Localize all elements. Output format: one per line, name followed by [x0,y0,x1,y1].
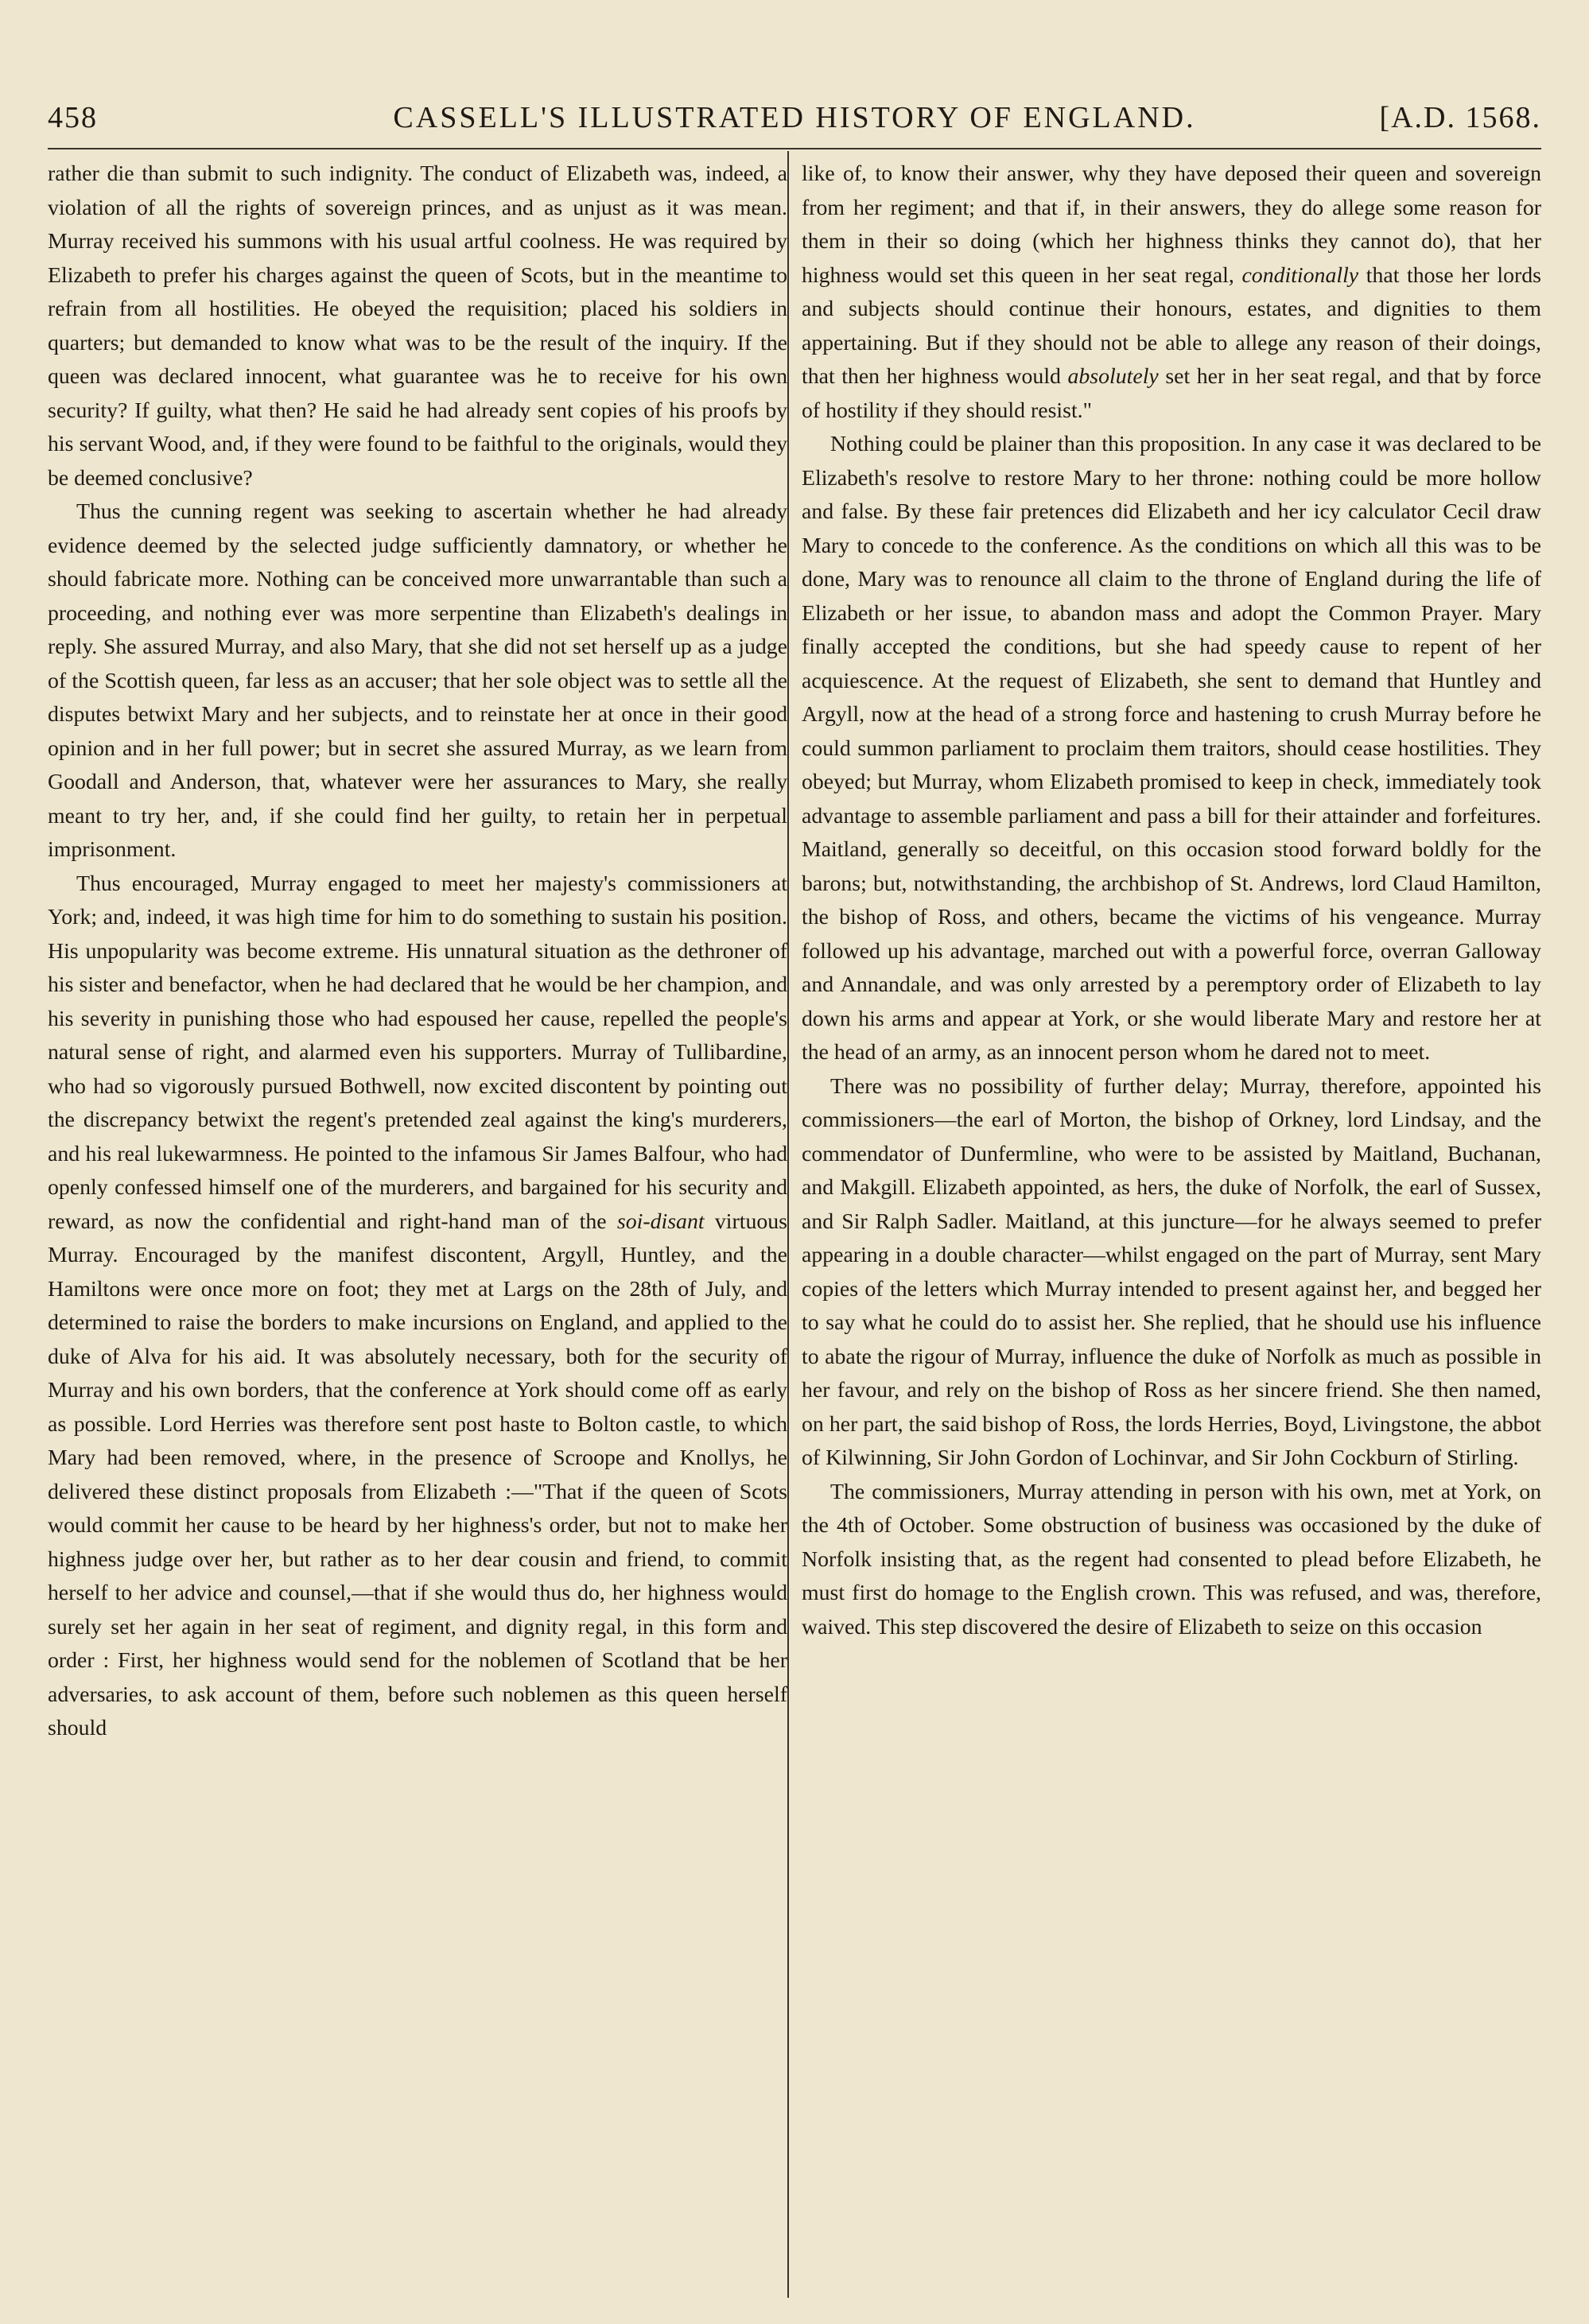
header-rule [48,148,1541,149]
paragraph: rather die than submit to such indignity. The conduct of Elizabeth was, indeed, a violation of all the rights of sovereign princes, and as unjust as it was mean. Murray received his summons with his usual artful coolness. He was required by Elizabeth to prefer his charges against the queen of Scots, but in the meantime to refrain from all hostilities. He obeyed the requisition; placed his soldiers in quarters; but demanded to know what was to be the result of the inquiry. If the queen was declared innocent, what guarantee was he to receive for his own security? If guilty, what then? He said he had already sent copies of his proofs by his servant Wood, and, if they were found to be faithful to the originals, would they be deemed conclusive? [48,161,787,491]
italic-term: soi-disant [616,1209,705,1234]
italic-term: conditionally [1241,262,1359,288]
paragraph: Nothing could be plainer than this proposition. In any case it was declared to be Elizabeth's resolve to restore Mary to her throne: nothing could be more hollow and false. By these fair pretences did Elizabeth and her icy calculator Cecil draw Mary to concede to the conference. As the conditions on which all this was to be done, Mary was to renounce all claim to the throne of England during the life of Elizabeth or her issue, to abandon mass and adopt the Common Prayer. Mary finally accepted the conditions, but she had speedy cause to repent of her acquiescence. At the request of Elizabeth, she sent to demand that Huntley and Argyll, now at the head of a strong force and hastening to crush Murray before he could summon parliament to proclaim them traitors, should cease hostilities. They obeyed; but Murray, whom Elizabeth promised to keep in check, immediately took advantage to assemble parliament and pass a bill for their attainder and forfeitures. Maitland, generally so deceitful, on this occasion stood forward boldly for the barons; but, notwithstanding, the archbishop of St. Andrews, lord Claud Hamilton, the bishop of Ross, and others, became the victims of his vengeance. Murray followed up his advantage, marched out with a powerful force, overran Galloway and Annandale, and was only arrested by a peremptory order of Elizabeth to lay down his arms and appear at York, or she would liberate Mary and restore her at the head of an army, as an innocent person whom he dared not to meet. [802,432,1541,1065]
paragraph [802,157,1541,428]
text-run: that those her lords and subjects should continue their honours, estates, and dignities to them appertaining. But if they should not be able to allege any reason of their doings, that then her highness would [802,262,1541,389]
page-header [48,94,1541,142]
text-run: virtuous Murray. Encouraged by the manifest discontent, Argyll, Huntley, and the Hamiltons were once more on foot; they met at Largs on the 28th of July, and determined to raise the borders to make incursions on England, and applied to the duke of Alva for his aid. It was absolutely necessary, both for the security of Murray and his own borders, that the conference at York should come off as early as possible. Lord Herries was therefore sent post haste to Bolton castle, to which Mary had been removed, where, in the presence of Scroope and Knollys, he delivered these distinct proposals from Elizabeth :—"That if the queen of Scots would commit her cause to be heard by her highness's order, but not to make her highness judge over her, but rather as to her dear cousin and friend, to commit herself to her advice and counsel,—that if she would thus do, her highness would surely set her again in her seat of regiment, and dignity regal, in this form and order : First, her highness would send for the noblemen of Scotland that be her adversaries, to ask account of them, before such noblemen as this queen herself should [48,1209,787,1740]
paragraph: The commissioners, Murray attending in person with his own, met at York, on the 4th of October. Some obstruction of business was occasioned by the duke of Norfolk insisting that, as the regent had consented to plead before Elizabeth, he must first do homage to the English crown. This was refused, and was, therefore, waived. This step discovered the desire of Elizabeth to seize on this occasion [802,1479,1541,1639]
left-column [48,157,787,2288]
text-run: like of, to know their answer, why they have deposed their queen and sovereign from her regiment; and that if, in their answers, they do allege some reason for them in their so doing (which her highness thinks they cannot do), that her highness would set this queen in her seat regal, [802,161,1541,288]
right-column [802,157,1541,2288]
date-heading: [A.D. 1568. [1379,101,1541,134]
column-divider [787,151,789,2298]
text-run: set her in her seat regal, and that by force of hostility if they should resist." [802,364,1541,423]
paragraph [48,867,787,1746]
paragraph: There was no possibility of further delay; Murray, therefore, appointed his commissioners—the earl of Morton, the bishop of Orkney, lord Lindsay, and the commendator of Dunfermline, who were to be assisted by Maitland, Buchanan, and Makgill. Elizabeth appointed, as hers, the duke of Norfolk, the earl of Sussex, and Sir Ralph Sadler. Maitland, at this juncture—for he always seemed to prefer appearing in a double character—whilst engaged on the part of Murray, sent Mary copies of the letters which Murray intended to present against her, and begged her to say what he could do to assist her. She replied, that he should use his influence to abate the rigour of Murray, influence the duke of Norfolk as much as possible in her favour, and rely on the bishop of Ross as her sincere friend. She then named, on her part, the said bishop of Ross, the lords Herries, Boyd, Livingstone, the abbot of Kilwinning, Sir John Gordon of Lochinvar, and Sir John Cockburn of Stirling. [802,1073,1541,1470]
italic-term: absolutely [1067,364,1159,389]
paragraph: Thus the cunning regent was seeking to ascertain whether he had already evidence deemed by the selected judge sufficiently damnatory, or whether he should fabricate more. Nothing can be conceived more unwarrantable than such a proceeding, and nothing ever was more serpentine than Elizabeth's dealings in reply. She assured Murray, and also Mary, that she did not set herself up as a judge of the Scottish queen, far less as an accuser; that her sole object was to settle all the disputes betwixt Mary and her subjects, and to reinstate her at once in their good opinion and in her full power; but in secret she assured Murray, as we learn from Goodall and Anderson, that, whatever were her assurances to Mary, she really meant to try her, and, if she could find her guilty, to retain her in perpetual imprisonment. [48,499,787,862]
text-run: Thus encouraged, Murray engaged to meet her majesty's commissioners at York; and, indeed, it was high time for him to do something to sustain his position. His unpopularity was become extreme. His unnatural situation as the dethroner of his sister and benefactor, when he had declared that he would be her champion, and his severity in punishing those who had espoused her cause, repelled the people's natural sense of right, and alarmed even his supporters. Murray of Tullibardine, who had so vigorously pursued Bothwell, now excited discontent by pointing out the discrepancy betwixt the regent's pretended zeal against the king's murderers, and his real lukewarmness. He pointed to the infamous Sir James Balfour, who had openly confessed himself one of the murderers, and bargained for his security and reward, as now the confidential and right-hand man of the [48,871,787,1234]
running-title: CASSELL'S ILLUSTRATED HISTORY OF ENGLAND. [393,101,1196,134]
page-number: 458 [48,101,98,134]
